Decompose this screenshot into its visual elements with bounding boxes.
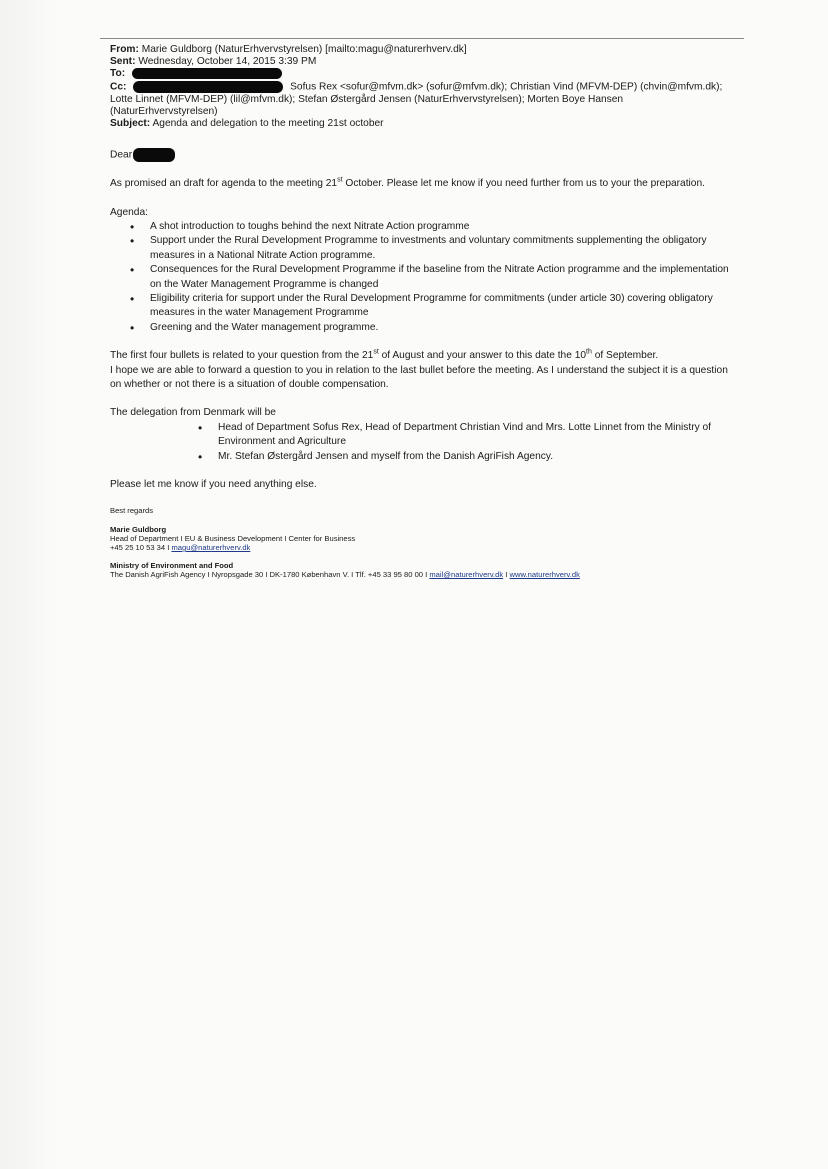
salutation-text: Dear [110, 149, 133, 161]
cc-line-3: (NaturErhvervstyrelsen) [110, 105, 218, 117]
intro-sup: st [337, 176, 343, 184]
redaction-cc [133, 81, 283, 93]
signature-phone: +45 25 10 53 34 I [110, 543, 172, 553]
bullets-text-a: The first four bullets is related to your question from the 21 [110, 350, 374, 362]
agenda-title: Agenda: [110, 206, 148, 218]
signature-title: Head of Department I EU & Business Development I Center for Business [110, 533, 356, 543]
agenda-item: • Eligibility criteria for support under the Rural Development Programme for commitments (under article 30) covering obligatory measures in the water Management Programme [110, 292, 735, 321]
subject-value: Agenda and delegation to the meeting 21st october [152, 118, 384, 130]
redaction-salutation [133, 148, 175, 162]
email-body [110, 148, 735, 580]
signature-block [110, 506, 735, 579]
intro-paragraph [110, 177, 735, 191]
website-link[interactable]: www.naturerhverv.dk [509, 570, 580, 580]
signature-address-text: The Danish AgriFish Agency I Nyropsgade 30 I DK-1780 København V. I Tlf. +45 33 95 80 00 I [110, 570, 430, 580]
agenda-item: • Support under the Rural Development Programme to investments and voluntary commitments supplementing the obligatory measures in a National Nitrate Action programme. [110, 234, 735, 263]
scan-shadow [0, 0, 60, 1169]
intro-text-a: As promised an draft for agenda to the meeting 21 [110, 178, 338, 190]
agenda-item: • Consequences for the Rural Development Programme if the baseline from the Nitrate Action programme and the implementation on the Water Management Programme is changed [110, 263, 735, 292]
signature-name: Marie Guldborg [110, 524, 167, 534]
cc-row [110, 81, 740, 94]
cc-line-2: Lotte Linnet (MFVM-DEP) (lil@mfvm.dk); Stefan Østergård Jensen (NaturErhvervstyrelsen); Morten Boye Hansen [110, 93, 624, 105]
intro-text-b: October. Please let me know if you need further from us to your the preparation. [342, 178, 705, 190]
cc-label: Cc: [110, 81, 127, 93]
agenda-item: • A shot introduction to toughs behind the next Nitrate Action programme [110, 220, 735, 234]
bullets-text-b: of August and your answer to this date the 10 [378, 350, 587, 362]
double-compensation-paragraph: I hope we are able to forward a question to you in relation to the last bullet before the meeting. As I understand the subject it is a question on whether or not there is a situation of double compensation. [110, 364, 728, 390]
redaction-to [132, 68, 282, 79]
cc-line-1: Sofus Rex <sofur@mfvm.dk> (sofur@mfvm.dk); Christian Vind (MFVM-DEP) (chvin@mfvm.dk); [290, 81, 723, 93]
org-email-link[interactable]: mail@naturerhverv.dk [429, 570, 504, 580]
subject-row [110, 118, 740, 130]
to-row [110, 68, 740, 80]
agenda-item: • Greening and the Water management programme. [110, 321, 735, 335]
signature-separator: I [503, 570, 510, 580]
from-row [110, 44, 740, 56]
from-label: From: [110, 44, 139, 55]
delegation-title: The delegation from Denmark will be [110, 407, 276, 419]
header-divider [100, 38, 744, 39]
to-label: To: [110, 68, 126, 80]
subject-label: Subject: [110, 118, 151, 130]
sent-value: Wednesday, October 14, 2015 3:39 PM [138, 56, 317, 68]
salutation [110, 148, 735, 163]
delegation-item: • Mr. Stefan Østergård Jensen and myself from the Danish AgriFish Agency. [110, 450, 735, 464]
bullets-paragraph [110, 349, 735, 363]
bullets-sup-2: th [586, 348, 592, 356]
closing-line: Please let me know if you need anything else. [110, 479, 317, 490]
signature-regards: Best regards [110, 506, 154, 516]
sent-row [110, 56, 740, 68]
signature-org: Ministry of Environment and Food [110, 561, 234, 571]
agenda-list [110, 220, 735, 335]
bullets-text-c: of September. [591, 350, 659, 362]
email-header [110, 44, 740, 130]
sent-label: Sent: [110, 56, 136, 68]
from-value: Marie Guldborg (NaturErhvervstyrelsen) [mailto:magu@naturerhverv.dk] [141, 44, 467, 55]
signature-email-link[interactable]: magu@naturerhverv.dk [171, 543, 251, 553]
bullets-sup-1: st [373, 348, 379, 356]
delegation-item: • Head of Department Sofus Rex, Head of Department Christian Vind and Mrs. Lotte Linnet from the Ministry of Environment and Agriculture [110, 421, 735, 450]
signature-contact [110, 543, 735, 552]
delegation-list [110, 421, 735, 464]
signature-address [110, 570, 735, 579]
